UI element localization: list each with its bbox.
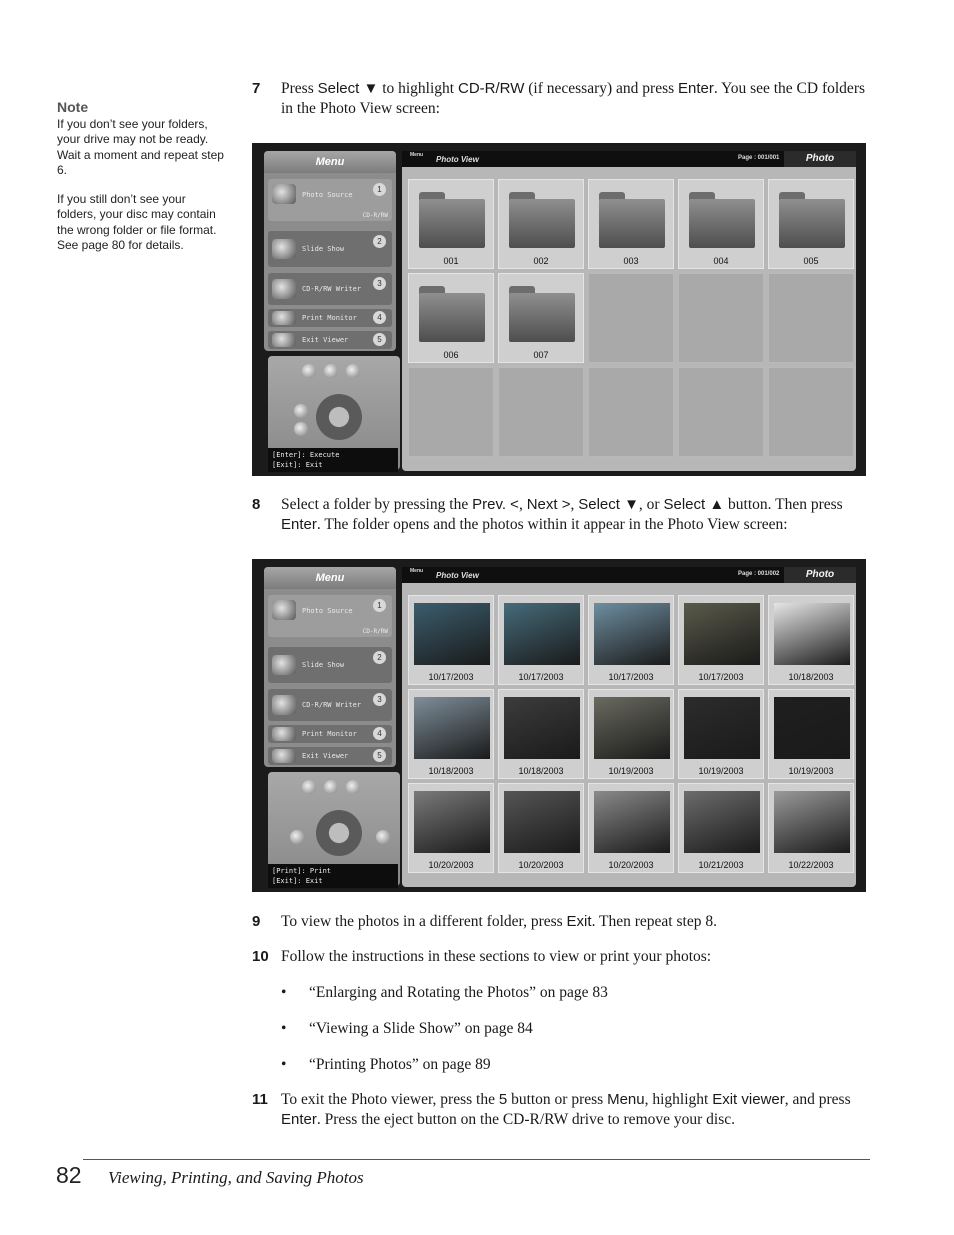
folder-tile[interactable] [588, 179, 674, 269]
photo-date: 10/17/2003 [518, 672, 564, 682]
folder-icon [419, 192, 485, 248]
photo-view-screenshot-photos [252, 559, 866, 892]
menu-item-icon [272, 655, 296, 675]
photo-image [684, 603, 760, 665]
menu-item[interactable] [268, 331, 392, 349]
folder-icon [599, 192, 665, 248]
step-number: 7 [252, 80, 261, 97]
photo-thumbnail[interactable] [588, 595, 674, 685]
footer-rule [83, 1159, 870, 1160]
photo-date: 10/17/2003 [608, 672, 654, 682]
photo-date: 10/17/2003 [428, 672, 474, 682]
step-text: Press Select ▼ to highlight CD-R/RW (if necessary) and press Enter. You see the CD folders in the Photo View screen: [281, 80, 866, 117]
bullet-item: • “Viewing a Slide Show” on page 84 [281, 1020, 533, 1037]
photo-image [774, 697, 850, 759]
menu-item-number-badge: 2 [373, 235, 386, 248]
menu-item-number-badge: 4 [373, 311, 386, 324]
menu-item-icon [272, 600, 296, 620]
step-8 [252, 495, 868, 535]
menu-item[interactable] [268, 179, 392, 221]
menu-item-number-badge: 3 [373, 277, 386, 290]
menu-item[interactable] [268, 689, 392, 721]
menu-item[interactable] [268, 725, 392, 743]
photo-date: 10/22/2003 [788, 860, 834, 870]
folder-tile[interactable] [498, 179, 584, 269]
step-number: 10 [252, 948, 269, 965]
empty-tile [588, 367, 674, 457]
folder-name: 006 [443, 350, 459, 360]
menu-panel [264, 567, 396, 767]
photo-image [504, 603, 580, 665]
menu-item-number-badge: 1 [373, 183, 386, 196]
menu-item-icon [272, 749, 296, 763]
folder-name: 001 [443, 256, 459, 266]
page-indicator: Page : 001/002 [738, 571, 780, 577]
folder-name: 005 [803, 256, 819, 266]
step-text: Follow the instructions in these sections to view or print your photos: [281, 948, 712, 965]
menu-item-label: Exit Viewer [302, 336, 349, 344]
menu-item-icon [272, 239, 296, 259]
folder-icon [779, 192, 845, 248]
menu-item-number-badge: 4 [373, 727, 386, 740]
key-hints: [Enter]: Execute [Exit]: Exit [268, 448, 398, 472]
step-9 [252, 912, 868, 932]
step-number: 9 [252, 913, 261, 930]
note-title: Note [57, 99, 89, 115]
menu-item[interactable] [268, 647, 392, 683]
bullet-item: • “Enlarging and Rotating the Photos” on page 83 [281, 984, 608, 1001]
photo-thumbnail[interactable] [498, 783, 584, 873]
menu-small-label: Menu [410, 152, 424, 158]
photo-date: 10/18/2003 [518, 766, 564, 776]
photo-view-area [402, 151, 856, 471]
menu-item-number-badge: 5 [373, 333, 386, 346]
photo-thumbnail[interactable] [408, 595, 494, 685]
folder-name: 007 [533, 350, 549, 360]
dpad-icon [316, 810, 362, 856]
photo-image [684, 791, 760, 853]
photo-image [774, 603, 850, 665]
photo-tab: Photo [784, 567, 856, 583]
photo-thumbnail[interactable] [408, 689, 494, 779]
menu-item[interactable] [268, 309, 392, 327]
photo-image [414, 791, 490, 853]
photo-thumbnail[interactable] [768, 783, 854, 873]
step-11 [252, 1090, 868, 1130]
photo-thumbnail[interactable] [408, 783, 494, 873]
photo-date: 10/20/2003 [428, 860, 474, 870]
folder-icon [419, 286, 485, 342]
photo-thumbnail[interactable] [768, 689, 854, 779]
photo-date: 10/18/2003 [788, 672, 834, 682]
empty-tile [588, 273, 674, 363]
menu-item[interactable] [268, 747, 392, 765]
photo-image [594, 697, 670, 759]
photo-image [414, 697, 490, 759]
running-footer-title: Viewing, Printing, and Saving Photos [108, 1168, 364, 1187]
photo-image [774, 791, 850, 853]
menu-item-icon [272, 311, 296, 325]
menu-item-icon [272, 695, 296, 715]
photo-tab: Photo [784, 151, 856, 167]
menu-item-label: Photo Source [302, 607, 353, 615]
folder-name: 003 [623, 256, 639, 266]
folder-tile[interactable] [768, 179, 854, 269]
menu-item-sublabel: CD-R/RW [362, 628, 388, 635]
photo-date: 10/17/2003 [698, 672, 744, 682]
bullet-item: • “Printing Photos” on page 89 [281, 1056, 491, 1073]
photo-thumbnail[interactable] [678, 595, 764, 685]
photo-image [504, 791, 580, 853]
menu-title: Menu [264, 567, 396, 589]
menu-item-icon [272, 727, 296, 741]
menu-item-number-badge: 5 [373, 749, 386, 762]
photo-thumbnail[interactable] [678, 783, 764, 873]
folder-tile[interactable] [408, 273, 494, 363]
menu-item-label: Photo Source [302, 191, 353, 199]
folder-icon [509, 192, 575, 248]
note-paragraph: If you still don’t see your folders, your disc may contain the wrong folder or file format. See page 80 for details. [57, 191, 217, 252]
key-hints: [Print]: Print [Exit]: Exit [268, 864, 398, 888]
empty-tile [408, 367, 494, 457]
photo-image [594, 791, 670, 853]
menu-item-sublabel: CD-R/RW [362, 212, 388, 219]
menu-item-icon [272, 333, 296, 347]
folder-icon [689, 192, 755, 248]
view-title: Photo View [436, 571, 479, 580]
folder-icon [509, 286, 575, 342]
step-text: To view the photos in a different folder, press Exit. Then repeat step 8. [281, 913, 717, 930]
empty-tile [678, 273, 764, 363]
menu-small-label: Menu [410, 568, 424, 574]
step-number: 8 [252, 496, 261, 513]
step-10 [252, 947, 868, 967]
menu-item[interactable] [268, 231, 392, 267]
menu-item-label: Print Monitor [302, 730, 357, 738]
empty-tile [768, 273, 854, 363]
empty-tile [678, 367, 764, 457]
photo-date: 10/21/2003 [698, 860, 744, 870]
page-number: 82 [56, 1162, 82, 1188]
menu-item-label: CD-R/RW Writer [302, 285, 362, 293]
photo-image [594, 603, 670, 665]
photo-date: 10/19/2003 [788, 766, 834, 776]
photo-date: 10/18/2003 [428, 766, 474, 776]
menu-title: Menu [264, 151, 396, 173]
menu-item-label: Slide Show [302, 245, 345, 253]
step-number: 11 [252, 1091, 268, 1108]
margin-note [57, 100, 227, 267]
menu-item-number-badge: 2 [373, 651, 386, 664]
menu-item-label: Slide Show [302, 661, 345, 669]
menu-item[interactable] [268, 595, 392, 637]
step-text: To exit the Photo viewer, press the 5 button or press Menu, highlight Exit viewer, and press Enter. Press the eject button on the CD-R/RW drive to remove your disc. [281, 1091, 851, 1128]
photo-date: 10/19/2003 [698, 766, 744, 776]
menu-item[interactable] [268, 273, 392, 305]
menu-item-icon [272, 279, 296, 299]
photo-date: 10/20/2003 [608, 860, 654, 870]
dpad-icon [316, 394, 362, 440]
photo-image [504, 697, 580, 759]
page-indicator: Page : 001/001 [738, 155, 780, 161]
folder-tile[interactable] [678, 179, 764, 269]
menu-item-icon [272, 184, 296, 204]
menu-item-label: Print Monitor [302, 314, 357, 322]
empty-tile [768, 367, 854, 457]
menu-item-number-badge: 3 [373, 693, 386, 706]
empty-tile [498, 367, 584, 457]
photo-date: 10/19/2003 [608, 766, 654, 776]
photo-image [414, 603, 490, 665]
photo-thumbnail[interactable] [678, 689, 764, 779]
menu-item-label: Exit Viewer [302, 752, 349, 760]
menu-panel [264, 151, 396, 351]
menu-item-label: CD-R/RW Writer [302, 701, 362, 709]
photo-view-titlebar [402, 567, 856, 583]
view-title: Photo View [436, 155, 479, 164]
step-7 [252, 79, 868, 119]
folder-tile[interactable] [498, 273, 584, 363]
photo-thumbnail[interactable] [588, 783, 674, 873]
photo-view-area [402, 567, 856, 887]
photo-thumbnail[interactable] [498, 689, 584, 779]
photo-date: 10/20/2003 [518, 860, 564, 870]
note-paragraph: If you don’t see your folders, your drive may not be ready. Wait a moment and repeat step 6. [57, 116, 224, 177]
photo-thumbnail[interactable] [588, 689, 674, 779]
folder-tile[interactable] [408, 179, 494, 269]
menu-item-number-badge: 1 [373, 599, 386, 612]
photo-thumbnail[interactable] [768, 595, 854, 685]
photo-view-titlebar [402, 151, 856, 167]
step-text: Select a folder by pressing the Prev. <, Next >, Select ▼, or Select ▲ button. Then press Enter. The folder opens and the photos within it appear in the Photo View screen: [281, 496, 843, 533]
folder-name: 004 [713, 256, 729, 266]
photo-view-screenshot-folders [252, 143, 866, 476]
photo-thumbnail[interactable] [498, 595, 584, 685]
folder-name: 002 [533, 256, 549, 266]
photo-image [684, 697, 760, 759]
